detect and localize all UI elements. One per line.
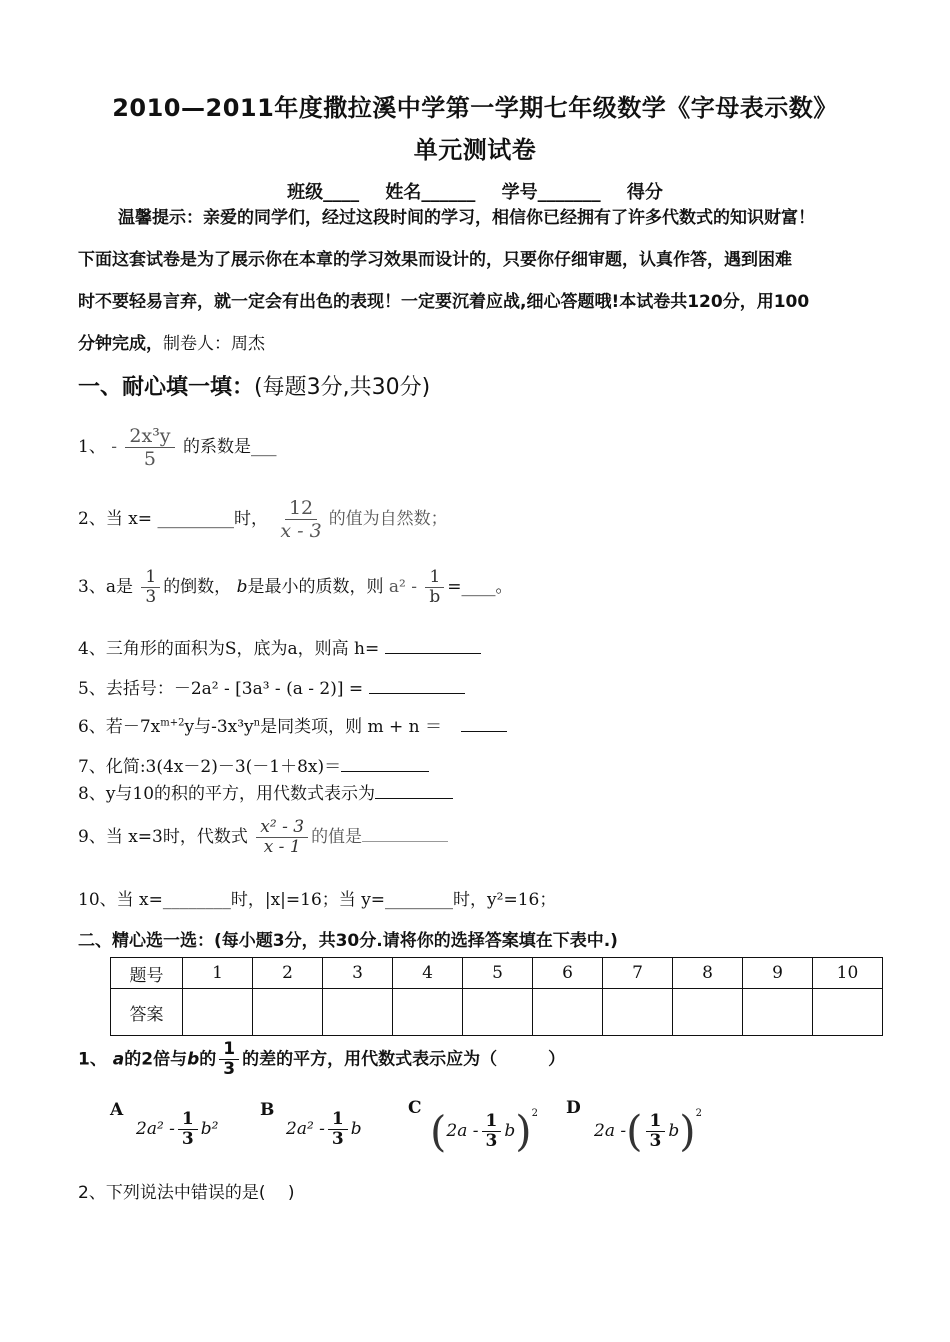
option-a-f-den: 3 (181, 1129, 194, 1149)
fill-q6-text-a: 6、若－7x (78, 717, 161, 737)
answer-cell[interactable] (393, 989, 463, 1036)
option-d-expr2: b (668, 1121, 680, 1141)
fill-q6 (78, 712, 507, 737)
choice-q1-t3: 的差的平方，用代数式表示应为（ ） (242, 1049, 566, 1070)
fill-q9-post: 的值是 (311, 827, 363, 847)
answer-table-col: 5 (463, 958, 533, 989)
option-d-lparen: ( (626, 1106, 643, 1156)
choice-q1-t2: 的 (199, 1049, 217, 1070)
intro-line2: 下面这套试卷是为了展示你在本章的学习效果而设计的，只要你仔细审题，认真作答，遇到困难 (78, 250, 792, 270)
fill-q1-text: 的系数是___ (182, 437, 277, 457)
answer-table-col: 3 (323, 958, 393, 989)
fill-q5 (78, 674, 465, 699)
fill-q3-f1-den: 3 (145, 587, 157, 607)
fill-q9-fraction (256, 818, 308, 857)
fill-q1-denominator: 5 (143, 448, 157, 470)
option-b[interactable] (260, 1100, 362, 1149)
choice-q1-b: b (187, 1049, 200, 1070)
fill-q3-f2-num: 1 (425, 568, 444, 588)
section1-title: 一、耐心填一填： (78, 375, 255, 400)
answer-table-col: 9 (743, 958, 813, 989)
fill-q9-denominator: x - 1 (263, 837, 301, 857)
fill-q6-sup1: m+2 (160, 717, 185, 729)
option-b-label: B (260, 1100, 275, 1120)
answer-cell[interactable] (743, 989, 813, 1036)
fill-q3-fraction2 (425, 568, 444, 607)
fill-q8 (78, 779, 453, 804)
class-label: 班级____ (287, 182, 360, 203)
answer-cell[interactable] (603, 989, 673, 1036)
option-d-label: D (566, 1098, 581, 1118)
fill-q8-blank[interactable] (375, 782, 453, 799)
answer-table-col: 4 (393, 958, 463, 989)
fill-q1-number: 1、 (78, 437, 106, 457)
section1-heading (78, 370, 430, 401)
fill-q6-sup2: n (253, 717, 261, 729)
fill-q2-denominator: x - 3 (280, 520, 322, 542)
exam-title-line1: 2010—2011年度撒拉溪中学第一学期七年级数学《字母表示数》 (112, 94, 838, 122)
option-c-fraction (482, 1112, 502, 1151)
fill-q2-post: 的值为自然数； (328, 509, 448, 529)
answer-table-answer-label: 答案 (111, 989, 183, 1036)
option-b-f-num: 1 (328, 1110, 348, 1130)
fill-q6-text-b: y与-3x³y (184, 717, 254, 737)
option-c[interactable] (408, 1098, 538, 1156)
fill-q4-blank[interactable] (385, 637, 481, 654)
choice-q1-number: 1、 (78, 1049, 107, 1070)
choice-q1 (78, 1040, 565, 1079)
option-c-f-den: 3 (485, 1131, 498, 1151)
answer-table-col: 8 (673, 958, 743, 989)
answer-table (110, 957, 883, 1036)
fill-q2-numerator: 12 (285, 497, 317, 520)
option-d-f-den: 3 (649, 1131, 662, 1151)
fill-q2 (78, 497, 448, 542)
option-b-expr1: 2a² - (286, 1119, 325, 1139)
option-b-f-den: 3 (331, 1129, 344, 1149)
id-label: 学号_______ (501, 182, 601, 203)
fill-q3-pre: 3、a是 (78, 577, 133, 597)
student-info (0, 178, 950, 204)
answer-table-answer-row (111, 989, 883, 1036)
option-d[interactable] (566, 1098, 702, 1156)
choice-q2: 2、下列说法中错误的是( ) (78, 1183, 295, 1203)
fill-q4-text: 4、三角形的面积为S，底为a，则高 h= (78, 639, 385, 659)
intro-line3: 时不要轻易言弃，就一定会有出色的表现！一定要沉着应战,细心答题哦!本试卷共120分，用100 (78, 292, 810, 312)
option-b-expr2: b (350, 1119, 362, 1139)
answer-table-col: 7 (603, 958, 673, 989)
option-a[interactable] (110, 1100, 219, 1149)
choice-q1-t1: 的2倍与 (124, 1049, 188, 1070)
answer-table-header-row (111, 958, 883, 989)
option-b-fraction (328, 1110, 348, 1149)
option-c-expr2: b (504, 1121, 516, 1141)
fill-q3-f1-num: 1 (141, 568, 160, 588)
answer-table-col: 10 (813, 958, 883, 989)
option-c-exponent: 2 (531, 1108, 538, 1119)
choice-q1-fraction (219, 1040, 239, 1079)
fill-q6-text-c: 是同类项，则 m + n ＝ (260, 717, 448, 737)
choice-q1-f-num: 1 (219, 1040, 239, 1060)
fill-q3-mid: 的倒数， (163, 577, 232, 597)
fill-q9-pre: 9、当 x=3时，代数式 (78, 827, 248, 847)
fill-q7 (78, 752, 429, 777)
option-a-expr1: 2a² - (136, 1119, 175, 1139)
option-c-rparen: ) (515, 1106, 532, 1156)
answer-cell[interactable] (533, 989, 603, 1036)
fill-q3-post: =____。 (447, 577, 513, 597)
option-d-expr1: 2a - (594, 1121, 627, 1141)
fill-q3-b: b (236, 577, 248, 597)
fill-q3-expr: a² - (388, 577, 417, 597)
option-a-f-num: 1 (178, 1110, 198, 1130)
option-a-fraction (178, 1110, 198, 1149)
intro-author: 制卷人：周杰 (163, 334, 265, 354)
fill-q1 (78, 425, 276, 470)
fill-q4 (78, 634, 481, 659)
fill-q5-blank[interactable] (369, 677, 465, 694)
fill-q7-text: 7、化简:3(4x－2)－3(－1＋8x)＝ (78, 757, 342, 777)
section1-note: (每题3分,共30分) (254, 375, 431, 400)
answer-table-col: 6 (533, 958, 603, 989)
section2-note: (每小题3分，共30分.请将你的选择答案填在下表中.) (214, 931, 618, 951)
fill-q2-pre: 2、当 x= _________时， (78, 509, 268, 529)
choice-q1-a: a (112, 1049, 125, 1070)
option-c-expr1: 2a - (446, 1121, 479, 1141)
answer-table-col: 2 (253, 958, 323, 989)
choice-q1-f-den: 3 (223, 1059, 236, 1079)
option-d-exponent: 2 (695, 1108, 702, 1119)
fill-q3-f2-den: b (429, 587, 441, 607)
fill-q1-sign: - (111, 437, 117, 457)
intro-line4-a: 分钟完成， (78, 334, 163, 354)
fill-q2-fraction (276, 497, 325, 542)
fill-q3-fraction1 (141, 568, 160, 607)
section2-title: 二、精心选一选： (78, 931, 214, 951)
intro-line4 (78, 334, 878, 354)
answer-cell[interactable] (323, 989, 393, 1036)
name-label: 姓名______ (385, 182, 476, 203)
fill-q10: 10、当 x=________时，|x|=16；当 y=________时，y²=16； (78, 890, 557, 910)
answer-table-col: 1 (183, 958, 253, 989)
fill-q8-text: 8、y与10的积的平方，用代数式表示为 (78, 784, 376, 804)
fill-q9 (78, 818, 448, 857)
fill-q5-text: 5、去括号：－2a² - [3a³ - (a - 2)] = (78, 679, 369, 699)
option-c-lparen: ( (430, 1106, 447, 1156)
option-d-f-num: 1 (646, 1112, 666, 1132)
fill-q9-numerator: x² - 3 (256, 818, 308, 838)
answer-cell[interactable] (463, 989, 533, 1036)
score-label: 得分 (626, 182, 663, 203)
section2-heading (78, 926, 618, 951)
fill-q9-blank[interactable] (362, 825, 448, 842)
answer-cell[interactable] (813, 989, 883, 1036)
option-c-f-num: 1 (482, 1112, 502, 1132)
fill-q1-numerator: 2x³y (125, 425, 174, 448)
option-a-expr2: b² (200, 1119, 219, 1139)
option-d-fraction (646, 1112, 666, 1151)
fill-q3 (78, 568, 513, 607)
answer-cell[interactable] (253, 989, 323, 1036)
intro-line1: 温馨提示：亲爱的同学们，经过这段时间的学习，相信你已经拥有了许多代数式的知识财富！ (118, 208, 815, 228)
fill-q1-fraction (125, 425, 174, 470)
fill-q6-blank[interactable] (461, 715, 507, 732)
answer-cell[interactable] (673, 989, 743, 1036)
exam-title-line2: 单元测试卷 (413, 136, 537, 164)
answer-cell[interactable] (183, 989, 253, 1036)
fill-q7-blank[interactable] (341, 755, 429, 772)
answer-table-header-label: 题号 (111, 958, 183, 989)
fill-q3-mid2: 是最小的质数，则 (247, 577, 384, 597)
option-d-rparen: ) (679, 1106, 696, 1156)
option-c-label: C (408, 1098, 422, 1118)
option-a-label: A (110, 1100, 124, 1120)
